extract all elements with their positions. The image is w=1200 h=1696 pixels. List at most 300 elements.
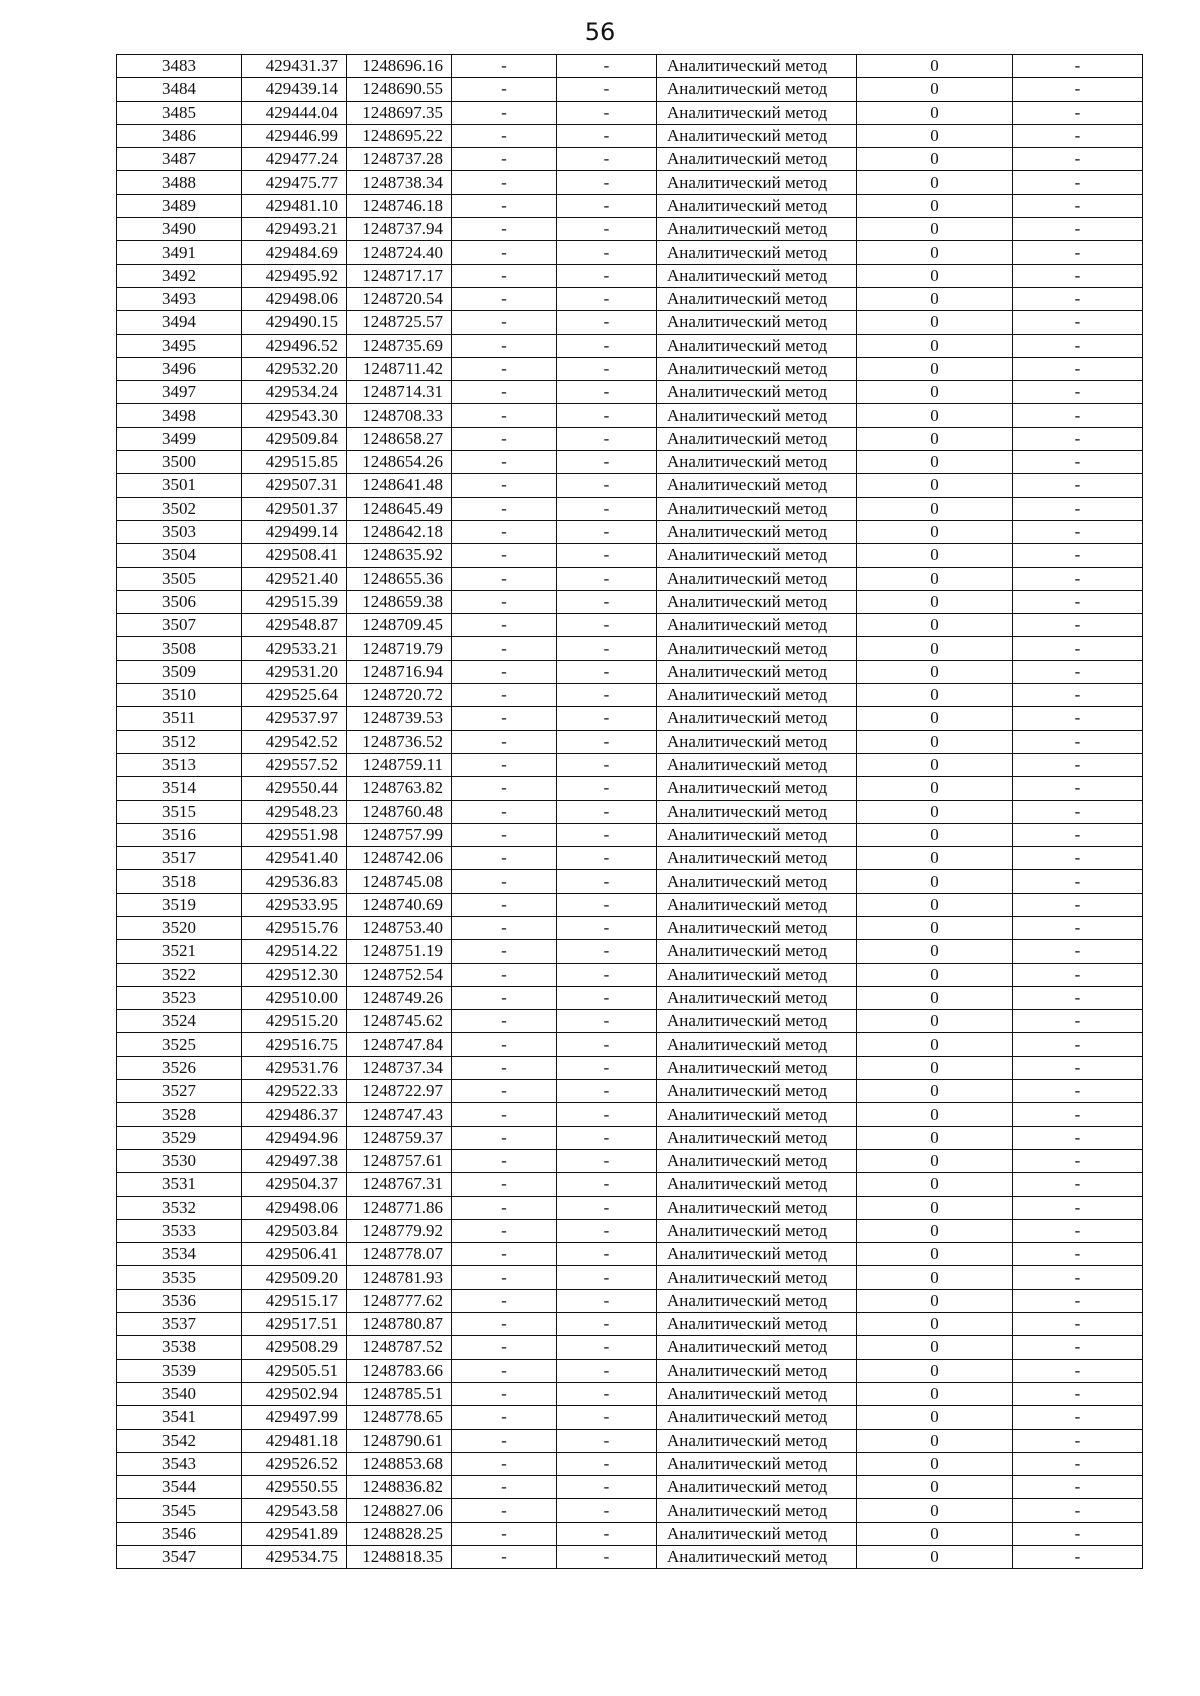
x-coordinate-cell: 429510.00 bbox=[242, 986, 347, 1009]
y-coordinate-cell: 1248827.06 bbox=[347, 1499, 452, 1522]
point-number-cell: 3506 bbox=[117, 590, 242, 613]
y-coordinate-cell: 1248725.57 bbox=[347, 311, 452, 334]
x-coordinate-cell: 429507.31 bbox=[242, 474, 347, 497]
y-coordinate-cell: 1248751.19 bbox=[347, 940, 452, 963]
x-coordinate-cell: 429548.23 bbox=[242, 800, 347, 823]
dash-cell-2: - bbox=[557, 101, 657, 124]
accuracy-cell: 0 bbox=[857, 660, 1013, 683]
method-cell: Аналитический метод bbox=[657, 1452, 857, 1475]
accuracy-cell: 0 bbox=[857, 777, 1013, 800]
dash-cell-3: - bbox=[1013, 847, 1143, 870]
table-row bbox=[117, 78, 1143, 101]
table-row bbox=[117, 590, 1143, 613]
dash-cell-3: - bbox=[1013, 497, 1143, 520]
accuracy-cell: 0 bbox=[857, 800, 1013, 823]
method-cell: Аналитический метод bbox=[657, 1406, 857, 1429]
table-row bbox=[117, 1219, 1143, 1242]
method-cell: Аналитический метод bbox=[657, 800, 857, 823]
dash-cell-2: - bbox=[557, 451, 657, 474]
point-number-cell: 3504 bbox=[117, 544, 242, 567]
dash-cell-1: - bbox=[452, 567, 557, 590]
table-row bbox=[117, 1266, 1143, 1289]
point-number-cell: 3534 bbox=[117, 1243, 242, 1266]
dash-cell-3: - bbox=[1013, 707, 1143, 730]
point-number-cell: 3487 bbox=[117, 148, 242, 171]
dash-cell-3: - bbox=[1013, 55, 1143, 78]
method-cell: Аналитический метод bbox=[657, 963, 857, 986]
y-coordinate-cell: 1248752.54 bbox=[347, 963, 452, 986]
point-number-cell: 3540 bbox=[117, 1382, 242, 1405]
x-coordinate-cell: 429533.95 bbox=[242, 893, 347, 916]
dash-cell-1: - bbox=[452, 963, 557, 986]
point-number-cell: 3531 bbox=[117, 1173, 242, 1196]
dash-cell-2: - bbox=[557, 1103, 657, 1126]
x-coordinate-cell: 429521.40 bbox=[242, 567, 347, 590]
x-coordinate-cell: 429509.84 bbox=[242, 427, 347, 450]
table-row bbox=[117, 730, 1143, 753]
accuracy-cell: 0 bbox=[857, 474, 1013, 497]
point-number-cell: 3483 bbox=[117, 55, 242, 78]
method-cell: Аналитический метод bbox=[657, 1196, 857, 1219]
y-coordinate-cell: 1248716.94 bbox=[347, 660, 452, 683]
method-cell: Аналитический метод bbox=[657, 148, 857, 171]
x-coordinate-cell: 429486.37 bbox=[242, 1103, 347, 1126]
method-cell: Аналитический метод bbox=[657, 171, 857, 194]
dash-cell-3: - bbox=[1013, 940, 1143, 963]
accuracy-cell: 0 bbox=[857, 427, 1013, 450]
point-number-cell: 3507 bbox=[117, 614, 242, 637]
x-coordinate-cell: 429484.69 bbox=[242, 241, 347, 264]
accuracy-cell: 0 bbox=[857, 544, 1013, 567]
table-row bbox=[117, 381, 1143, 404]
table-row bbox=[117, 427, 1143, 450]
dash-cell-1: - bbox=[452, 777, 557, 800]
dash-cell-1: - bbox=[452, 124, 557, 147]
x-coordinate-cell: 429431.37 bbox=[242, 55, 347, 78]
table-row bbox=[117, 451, 1143, 474]
table-row bbox=[117, 101, 1143, 124]
dash-cell-3: - bbox=[1013, 567, 1143, 590]
method-cell: Аналитический метод bbox=[657, 986, 857, 1009]
dash-cell-3: - bbox=[1013, 637, 1143, 660]
point-number-cell: 3508 bbox=[117, 637, 242, 660]
dash-cell-3: - bbox=[1013, 124, 1143, 147]
dash-cell-3: - bbox=[1013, 870, 1143, 893]
accuracy-cell: 0 bbox=[857, 1196, 1013, 1219]
x-coordinate-cell: 429497.99 bbox=[242, 1406, 347, 1429]
dash-cell-3: - bbox=[1013, 1126, 1143, 1149]
dash-cell-2: - bbox=[557, 986, 657, 1009]
method-cell: Аналитический метод bbox=[657, 1429, 857, 1452]
point-number-cell: 3503 bbox=[117, 520, 242, 543]
y-coordinate-cell: 1248763.82 bbox=[347, 777, 452, 800]
dash-cell-3: - bbox=[1013, 684, 1143, 707]
point-number-cell: 3492 bbox=[117, 264, 242, 287]
table-row bbox=[117, 1546, 1143, 1569]
dash-cell-2: - bbox=[557, 334, 657, 357]
y-coordinate-cell: 1248720.54 bbox=[347, 287, 452, 310]
dash-cell-3: - bbox=[1013, 1080, 1143, 1103]
method-cell: Аналитический метод bbox=[657, 730, 857, 753]
dash-cell-1: - bbox=[452, 1033, 557, 1056]
point-number-cell: 3527 bbox=[117, 1080, 242, 1103]
x-coordinate-cell: 429506.41 bbox=[242, 1243, 347, 1266]
accuracy-cell: 0 bbox=[857, 986, 1013, 1009]
y-coordinate-cell: 1248645.49 bbox=[347, 497, 452, 520]
y-coordinate-cell: 1248658.27 bbox=[347, 427, 452, 450]
method-cell: Аналитический метод bbox=[657, 870, 857, 893]
accuracy-cell: 0 bbox=[857, 287, 1013, 310]
dash-cell-3: - bbox=[1013, 194, 1143, 217]
y-coordinate-cell: 1248724.40 bbox=[347, 241, 452, 264]
table-row bbox=[117, 1196, 1143, 1219]
x-coordinate-cell: 429536.83 bbox=[242, 870, 347, 893]
method-cell: Аналитический метод bbox=[657, 1149, 857, 1172]
table-row bbox=[117, 660, 1143, 683]
table-row bbox=[117, 614, 1143, 637]
x-coordinate-cell: 429551.98 bbox=[242, 823, 347, 846]
y-coordinate-cell: 1248746.18 bbox=[347, 194, 452, 217]
x-coordinate-cell: 429439.14 bbox=[242, 78, 347, 101]
point-number-cell: 3530 bbox=[117, 1149, 242, 1172]
y-coordinate-cell: 1248778.07 bbox=[347, 1243, 452, 1266]
dash-cell-2: - bbox=[557, 684, 657, 707]
dash-cell-2: - bbox=[557, 287, 657, 310]
table-row bbox=[117, 264, 1143, 287]
dash-cell-3: - bbox=[1013, 660, 1143, 683]
point-number-cell: 3489 bbox=[117, 194, 242, 217]
table-row bbox=[117, 1336, 1143, 1359]
coordinates-table bbox=[116, 54, 1143, 1569]
table-row bbox=[117, 1406, 1143, 1429]
accuracy-cell: 0 bbox=[857, 1336, 1013, 1359]
dash-cell-1: - bbox=[452, 1010, 557, 1033]
dash-cell-2: - bbox=[557, 1173, 657, 1196]
dash-cell-3: - bbox=[1013, 287, 1143, 310]
point-number-cell: 3535 bbox=[117, 1266, 242, 1289]
dash-cell-2: - bbox=[557, 1452, 657, 1475]
dash-cell-3: - bbox=[1013, 427, 1143, 450]
accuracy-cell: 0 bbox=[857, 707, 1013, 730]
x-coordinate-cell: 429534.24 bbox=[242, 381, 347, 404]
dash-cell-1: - bbox=[452, 1289, 557, 1312]
dash-cell-1: - bbox=[452, 1080, 557, 1103]
x-coordinate-cell: 429548.87 bbox=[242, 614, 347, 637]
y-coordinate-cell: 1248767.31 bbox=[347, 1173, 452, 1196]
table-row bbox=[117, 777, 1143, 800]
table-row bbox=[117, 1056, 1143, 1079]
accuracy-cell: 0 bbox=[857, 1522, 1013, 1545]
y-coordinate-cell: 1248778.65 bbox=[347, 1406, 452, 1429]
x-coordinate-cell: 429515.17 bbox=[242, 1289, 347, 1312]
point-number-cell: 3501 bbox=[117, 474, 242, 497]
accuracy-cell: 0 bbox=[857, 567, 1013, 590]
method-cell: Аналитический метод bbox=[657, 404, 857, 427]
dash-cell-2: - bbox=[557, 1546, 657, 1569]
dash-cell-3: - bbox=[1013, 171, 1143, 194]
accuracy-cell: 0 bbox=[857, 171, 1013, 194]
method-cell: Аналитический метод bbox=[657, 1522, 857, 1545]
dash-cell-1: - bbox=[452, 730, 557, 753]
table-row bbox=[117, 963, 1143, 986]
method-cell: Аналитический метод bbox=[657, 614, 857, 637]
x-coordinate-cell: 429498.06 bbox=[242, 287, 347, 310]
method-cell: Аналитический метод bbox=[657, 241, 857, 264]
x-coordinate-cell: 429497.38 bbox=[242, 1149, 347, 1172]
dash-cell-1: - bbox=[452, 1173, 557, 1196]
dash-cell-2: - bbox=[557, 777, 657, 800]
method-cell: Аналитический метод bbox=[657, 660, 857, 683]
dash-cell-1: - bbox=[452, 381, 557, 404]
accuracy-cell: 0 bbox=[857, 684, 1013, 707]
point-number-cell: 3543 bbox=[117, 1452, 242, 1475]
accuracy-cell: 0 bbox=[857, 847, 1013, 870]
accuracy-cell: 0 bbox=[857, 1010, 1013, 1033]
table-row bbox=[117, 1359, 1143, 1382]
point-number-cell: 3526 bbox=[117, 1056, 242, 1079]
dash-cell-1: - bbox=[452, 287, 557, 310]
dash-cell-2: - bbox=[557, 707, 657, 730]
table-row bbox=[117, 1243, 1143, 1266]
dash-cell-2: - bbox=[557, 567, 657, 590]
dash-cell-2: - bbox=[557, 1126, 657, 1149]
dash-cell-2: - bbox=[557, 1289, 657, 1312]
point-number-cell: 3546 bbox=[117, 1522, 242, 1545]
y-coordinate-cell: 1248709.45 bbox=[347, 614, 452, 637]
y-coordinate-cell: 1248783.66 bbox=[347, 1359, 452, 1382]
method-cell: Аналитический метод bbox=[657, 847, 857, 870]
dash-cell-1: - bbox=[452, 1499, 557, 1522]
dash-cell-2: - bbox=[557, 497, 657, 520]
point-number-cell: 3515 bbox=[117, 800, 242, 823]
point-number-cell: 3541 bbox=[117, 1406, 242, 1429]
accuracy-cell: 0 bbox=[857, 893, 1013, 916]
y-coordinate-cell: 1248836.82 bbox=[347, 1476, 452, 1499]
dash-cell-1: - bbox=[452, 1219, 557, 1242]
accuracy-cell: 0 bbox=[857, 963, 1013, 986]
dash-cell-2: - bbox=[557, 1359, 657, 1382]
table-row bbox=[117, 1126, 1143, 1149]
y-coordinate-cell: 1248777.62 bbox=[347, 1289, 452, 1312]
table-row bbox=[117, 1429, 1143, 1452]
point-number-cell: 3522 bbox=[117, 963, 242, 986]
dash-cell-1: - bbox=[452, 451, 557, 474]
point-number-cell: 3486 bbox=[117, 124, 242, 147]
dash-cell-1: - bbox=[452, 1126, 557, 1149]
y-coordinate-cell: 1248708.33 bbox=[347, 404, 452, 427]
method-cell: Аналитический метод bbox=[657, 567, 857, 590]
dash-cell-1: - bbox=[452, 194, 557, 217]
accuracy-cell: 0 bbox=[857, 1266, 1013, 1289]
point-number-cell: 3536 bbox=[117, 1289, 242, 1312]
table-row bbox=[117, 940, 1143, 963]
table-row bbox=[117, 1149, 1143, 1172]
x-coordinate-cell: 429525.64 bbox=[242, 684, 347, 707]
method-cell: Аналитический метод bbox=[657, 590, 857, 613]
accuracy-cell: 0 bbox=[857, 823, 1013, 846]
point-number-cell: 3499 bbox=[117, 427, 242, 450]
x-coordinate-cell: 429512.30 bbox=[242, 963, 347, 986]
y-coordinate-cell: 1248790.61 bbox=[347, 1429, 452, 1452]
y-coordinate-cell: 1248738.34 bbox=[347, 171, 452, 194]
dash-cell-2: - bbox=[557, 544, 657, 567]
x-coordinate-cell: 429531.76 bbox=[242, 1056, 347, 1079]
dash-cell-2: - bbox=[557, 241, 657, 264]
dash-cell-3: - bbox=[1013, 1336, 1143, 1359]
point-number-cell: 3512 bbox=[117, 730, 242, 753]
accuracy-cell: 0 bbox=[857, 381, 1013, 404]
dash-cell-3: - bbox=[1013, 614, 1143, 637]
point-number-cell: 3518 bbox=[117, 870, 242, 893]
dash-cell-1: - bbox=[452, 893, 557, 916]
dash-cell-1: - bbox=[452, 1429, 557, 1452]
dash-cell-3: - bbox=[1013, 1033, 1143, 1056]
dash-cell-2: - bbox=[557, 1010, 657, 1033]
dash-cell-3: - bbox=[1013, 1382, 1143, 1405]
dash-cell-1: - bbox=[452, 986, 557, 1009]
accuracy-cell: 0 bbox=[857, 1219, 1013, 1242]
dash-cell-3: - bbox=[1013, 1219, 1143, 1242]
y-coordinate-cell: 1248735.69 bbox=[347, 334, 452, 357]
y-coordinate-cell: 1248780.87 bbox=[347, 1313, 452, 1336]
dash-cell-3: - bbox=[1013, 1289, 1143, 1312]
dash-cell-1: - bbox=[452, 1196, 557, 1219]
y-coordinate-cell: 1248747.84 bbox=[347, 1033, 452, 1056]
table-row bbox=[117, 1313, 1143, 1336]
y-coordinate-cell: 1248787.52 bbox=[347, 1336, 452, 1359]
y-coordinate-cell: 1248853.68 bbox=[347, 1452, 452, 1475]
accuracy-cell: 0 bbox=[857, 55, 1013, 78]
dash-cell-1: - bbox=[452, 684, 557, 707]
table-row bbox=[117, 1080, 1143, 1103]
method-cell: Аналитический метод bbox=[657, 1080, 857, 1103]
dash-cell-1: - bbox=[452, 1476, 557, 1499]
x-coordinate-cell: 429508.29 bbox=[242, 1336, 347, 1359]
accuracy-cell: 0 bbox=[857, 1033, 1013, 1056]
table-row bbox=[117, 823, 1143, 846]
dash-cell-2: - bbox=[557, 963, 657, 986]
accuracy-cell: 0 bbox=[857, 520, 1013, 543]
x-coordinate-cell: 429499.14 bbox=[242, 520, 347, 543]
x-coordinate-cell: 429534.75 bbox=[242, 1546, 347, 1569]
dash-cell-2: - bbox=[557, 614, 657, 637]
method-cell: Аналитический метод bbox=[657, 544, 857, 567]
table-row bbox=[117, 1382, 1143, 1405]
table-row bbox=[117, 753, 1143, 776]
point-number-cell: 3523 bbox=[117, 986, 242, 1009]
dash-cell-1: - bbox=[452, 55, 557, 78]
x-coordinate-cell: 429522.33 bbox=[242, 1080, 347, 1103]
dash-cell-1: - bbox=[452, 311, 557, 334]
x-coordinate-cell: 429543.58 bbox=[242, 1499, 347, 1522]
method-cell: Аналитический метод bbox=[657, 1173, 857, 1196]
accuracy-cell: 0 bbox=[857, 1313, 1013, 1336]
point-number-cell: 3510 bbox=[117, 684, 242, 707]
point-number-cell: 3516 bbox=[117, 823, 242, 846]
point-number-cell: 3521 bbox=[117, 940, 242, 963]
point-number-cell: 3529 bbox=[117, 1126, 242, 1149]
x-coordinate-cell: 429444.04 bbox=[242, 101, 347, 124]
point-number-cell: 3511 bbox=[117, 707, 242, 730]
point-number-cell: 3495 bbox=[117, 334, 242, 357]
point-number-cell: 3494 bbox=[117, 311, 242, 334]
dash-cell-1: - bbox=[452, 1313, 557, 1336]
dash-cell-1: - bbox=[452, 357, 557, 380]
x-coordinate-cell: 429537.97 bbox=[242, 707, 347, 730]
dash-cell-3: - bbox=[1013, 1196, 1143, 1219]
table-row bbox=[117, 1033, 1143, 1056]
point-number-cell: 3496 bbox=[117, 357, 242, 380]
dash-cell-2: - bbox=[557, 940, 657, 963]
method-cell: Аналитический метод bbox=[657, 1219, 857, 1242]
dash-cell-2: - bbox=[557, 171, 657, 194]
table-row bbox=[117, 218, 1143, 241]
method-cell: Аналитический метод bbox=[657, 1313, 857, 1336]
accuracy-cell: 0 bbox=[857, 614, 1013, 637]
dash-cell-1: - bbox=[452, 171, 557, 194]
accuracy-cell: 0 bbox=[857, 870, 1013, 893]
table-row bbox=[117, 637, 1143, 660]
x-coordinate-cell: 429446.99 bbox=[242, 124, 347, 147]
y-coordinate-cell: 1248635.92 bbox=[347, 544, 452, 567]
x-coordinate-cell: 429531.20 bbox=[242, 660, 347, 683]
dash-cell-2: - bbox=[557, 1336, 657, 1359]
y-coordinate-cell: 1248695.22 bbox=[347, 124, 452, 147]
dash-cell-2: - bbox=[557, 753, 657, 776]
dash-cell-3: - bbox=[1013, 474, 1143, 497]
table-row bbox=[117, 1103, 1143, 1126]
dash-cell-3: - bbox=[1013, 1452, 1143, 1475]
point-number-cell: 3545 bbox=[117, 1499, 242, 1522]
method-cell: Аналитический метод bbox=[657, 55, 857, 78]
dash-cell-2: - bbox=[557, 55, 657, 78]
table-row bbox=[117, 1476, 1143, 1499]
dash-cell-2: - bbox=[557, 78, 657, 101]
dash-cell-2: - bbox=[557, 404, 657, 427]
dash-cell-1: - bbox=[452, 1522, 557, 1545]
accuracy-cell: 0 bbox=[857, 1126, 1013, 1149]
y-coordinate-cell: 1248742.06 bbox=[347, 847, 452, 870]
x-coordinate-cell: 429543.30 bbox=[242, 404, 347, 427]
accuracy-cell: 0 bbox=[857, 1289, 1013, 1312]
y-coordinate-cell: 1248711.42 bbox=[347, 357, 452, 380]
accuracy-cell: 0 bbox=[857, 753, 1013, 776]
point-number-cell: 3547 bbox=[117, 1546, 242, 1569]
dash-cell-3: - bbox=[1013, 1313, 1143, 1336]
table-row bbox=[117, 684, 1143, 707]
x-coordinate-cell: 429532.20 bbox=[242, 357, 347, 380]
point-number-cell: 3513 bbox=[117, 753, 242, 776]
x-coordinate-cell: 429541.40 bbox=[242, 847, 347, 870]
dash-cell-2: - bbox=[557, 637, 657, 660]
x-coordinate-cell: 429550.55 bbox=[242, 1476, 347, 1499]
accuracy-cell: 0 bbox=[857, 916, 1013, 939]
dash-cell-1: - bbox=[452, 497, 557, 520]
y-coordinate-cell: 1248736.52 bbox=[347, 730, 452, 753]
dash-cell-3: - bbox=[1013, 1010, 1143, 1033]
method-cell: Аналитический метод bbox=[657, 474, 857, 497]
table-row bbox=[117, 893, 1143, 916]
point-number-cell: 3509 bbox=[117, 660, 242, 683]
method-cell: Аналитический метод bbox=[657, 1382, 857, 1405]
method-cell: Аналитический метод bbox=[657, 1476, 857, 1499]
method-cell: Аналитический метод bbox=[657, 637, 857, 660]
method-cell: Аналитический метод bbox=[657, 218, 857, 241]
y-coordinate-cell: 1248737.34 bbox=[347, 1056, 452, 1079]
accuracy-cell: 0 bbox=[857, 1406, 1013, 1429]
method-cell: Аналитический метод bbox=[657, 777, 857, 800]
accuracy-cell: 0 bbox=[857, 148, 1013, 171]
